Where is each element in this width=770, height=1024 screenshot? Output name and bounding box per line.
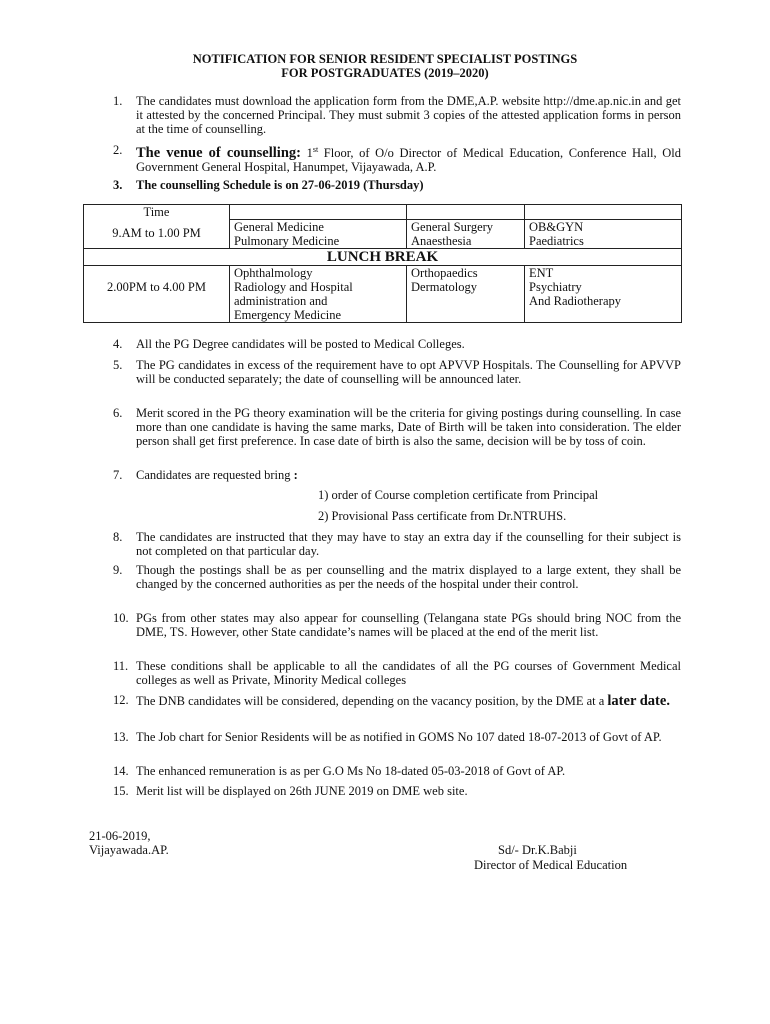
dept: Orthopaedics	[411, 265, 478, 280]
dept: Radiology and Hospital	[234, 279, 353, 294]
dept: Emergency Medicine	[234, 307, 342, 322]
venue-floor: 1	[300, 146, 313, 161]
list-item	[113, 784, 681, 798]
venue-text: Floor, of O/o Director of Medical Education, Conference Hall, Old Government General Hospital, Hanumpet, Vijayawada, A.P.	[136, 146, 682, 175]
item-number: 15.	[113, 784, 129, 798]
dnb-text: The DNB candidates will be considered, depending on the vacancy position, by the DME at a	[136, 694, 608, 708]
dept: administration and	[234, 293, 328, 308]
header-blank	[407, 205, 525, 220]
afternoon-col2	[407, 265, 525, 322]
item-number: 5.	[113, 358, 123, 372]
bring-text: Candidates are requested bring	[136, 468, 294, 482]
venue-label: The venue of counselling:	[136, 145, 301, 162]
item-number: 2.	[113, 143, 123, 157]
lunch-break: LUNCH BREAK	[84, 248, 682, 265]
list-item	[113, 730, 681, 744]
list-item	[113, 611, 681, 639]
list-item	[113, 143, 681, 174]
afternoon-col3	[525, 265, 682, 322]
item-number: 9.	[113, 563, 123, 577]
item-text: The counselling Schedule is on 27-06-2019 (Thursday)	[136, 178, 424, 192]
list-item	[113, 337, 681, 351]
counselling-schedule-table	[83, 204, 682, 323]
notification-title	[0, 52, 770, 80]
list-item	[113, 530, 681, 558]
item-number: 4.	[113, 337, 123, 351]
header-blank	[525, 205, 682, 220]
dept: Anaesthesia	[411, 233, 472, 248]
item-text: The enhanced remuneration is as per G.O Ms No 18-dated 05-03-2018 of Govt of AP.	[136, 764, 566, 778]
signature: Sd/- Dr.K.Babji	[498, 843, 577, 857]
item-number: 8.	[113, 530, 123, 544]
item-text: Though the postings shall be as per counselling and the matrix displayed to a large extent, they shall be changed by the concerned authorities as per the needs of the hospital under their control.	[136, 563, 681, 591]
list-item	[113, 693, 681, 710]
list-item	[113, 468, 681, 482]
item-text: The Job chart for Senior Residents will be as notified in GOMS No 107 dated 18-07-2013 of Govt of AP.	[136, 730, 662, 744]
item-number: 13.	[113, 730, 129, 744]
designation: Director of Medical Education	[474, 858, 628, 872]
item-number: 11.	[113, 659, 129, 673]
morning-col2	[407, 219, 525, 248]
dept: And Radiotherapy	[529, 293, 621, 308]
title-line-2: FOR POSTGRADUATES (2019–2020)	[281, 66, 489, 80]
item-number: 6.	[113, 406, 123, 420]
dept: Dermatology	[411, 279, 477, 294]
item-text: Merit list will be displayed on 26th JUNE 2019 on DME web site.	[136, 784, 468, 798]
dept: General Surgery	[411, 219, 494, 234]
item-text	[136, 143, 681, 174]
dept: OB&GYN	[529, 219, 584, 234]
morning-col3	[525, 219, 682, 248]
afternoon-time: 2.00PM to 4.00 PM	[84, 265, 230, 322]
dept: Paediatrics	[529, 233, 584, 248]
bring-item-1: 1) order of Course completion certificate from Principal	[318, 488, 599, 502]
dept: Pulmonary Medicine	[234, 233, 340, 248]
afternoon-col1	[230, 265, 407, 322]
footer-date: 21-06-2019,	[89, 829, 151, 843]
item-text: Merit scored in the PG theory examination will be the criteria for giving postings during counselling. In case more than one candidate is having the same marks, Date of Birth will be taken into consideration. The elder person shall get first preference. In case date of birth is also the same, decision will be by toss of coin.	[136, 406, 681, 448]
item-text: These conditions shall be applicable to all the candidates of all the PG courses of Government Medical colleges as well as Private, Minority Medical colleges	[136, 659, 681, 687]
footer-place: Vijayawada.AP.	[89, 843, 169, 857]
dept: Psychiatry	[529, 279, 582, 294]
bring-item-2: 2) Provisional Pass certificate from Dr.NTRUHS.	[318, 509, 567, 523]
dept: Ophthalmology	[234, 265, 313, 280]
bring-colon: :	[293, 468, 298, 482]
item-text: The candidates must download the application form from the DME,A.P. website http://dme.ap.nic.in and get it attested by the concerned Principal. They must submit 3 copies of the attested application forms in person at the time of counselling.	[136, 94, 681, 136]
dept: General Medicine	[234, 219, 324, 234]
header-blank	[230, 205, 407, 220]
item-number: 12.	[113, 693, 129, 707]
item-text: The candidates are instructed that they may have to stay an extra day if the counselling for their subject is not completed on that particular day.	[136, 530, 681, 558]
item-text: PGs from other states may also appear for counselling (Telangana state PGs should bring NOC from the DME, TS. However, other State candidate’s names will be placed at the end of the merit list.	[136, 611, 681, 639]
item-text: All the PG Degree candidates will be posted to Medical Colleges.	[136, 337, 465, 351]
item-text	[136, 693, 681, 710]
list-item	[113, 563, 681, 591]
title-line-1: NOTIFICATION FOR SENIOR RESIDENT SPECIALIST POSTINGS	[192, 52, 578, 66]
item-number: 7.	[113, 468, 123, 482]
venue-floor-sup: st	[312, 145, 319, 154]
time-header: Time	[84, 205, 230, 220]
item-number: 1.	[113, 94, 123, 108]
item-text	[136, 468, 681, 482]
item-number: 14.	[113, 764, 129, 778]
list-item	[113, 178, 681, 192]
morning-time: 9.AM to 1.00 PM	[84, 219, 230, 248]
list-item	[113, 358, 681, 386]
dnb-later-date: later date.	[607, 693, 670, 709]
list-item	[113, 659, 681, 687]
list-item	[113, 764, 681, 778]
item-number: 10.	[113, 611, 129, 625]
dept: ENT	[529, 265, 554, 280]
item-text: The PG candidates in excess of the requirement have to opt APVVP Hospitals. The Counselling for APVVP will be conducted separately; the date of counselling will be announced later.	[136, 358, 681, 386]
list-item	[113, 406, 681, 448]
item-number: 3.	[113, 178, 123, 192]
list-item	[113, 94, 681, 136]
morning-col1	[230, 219, 407, 248]
